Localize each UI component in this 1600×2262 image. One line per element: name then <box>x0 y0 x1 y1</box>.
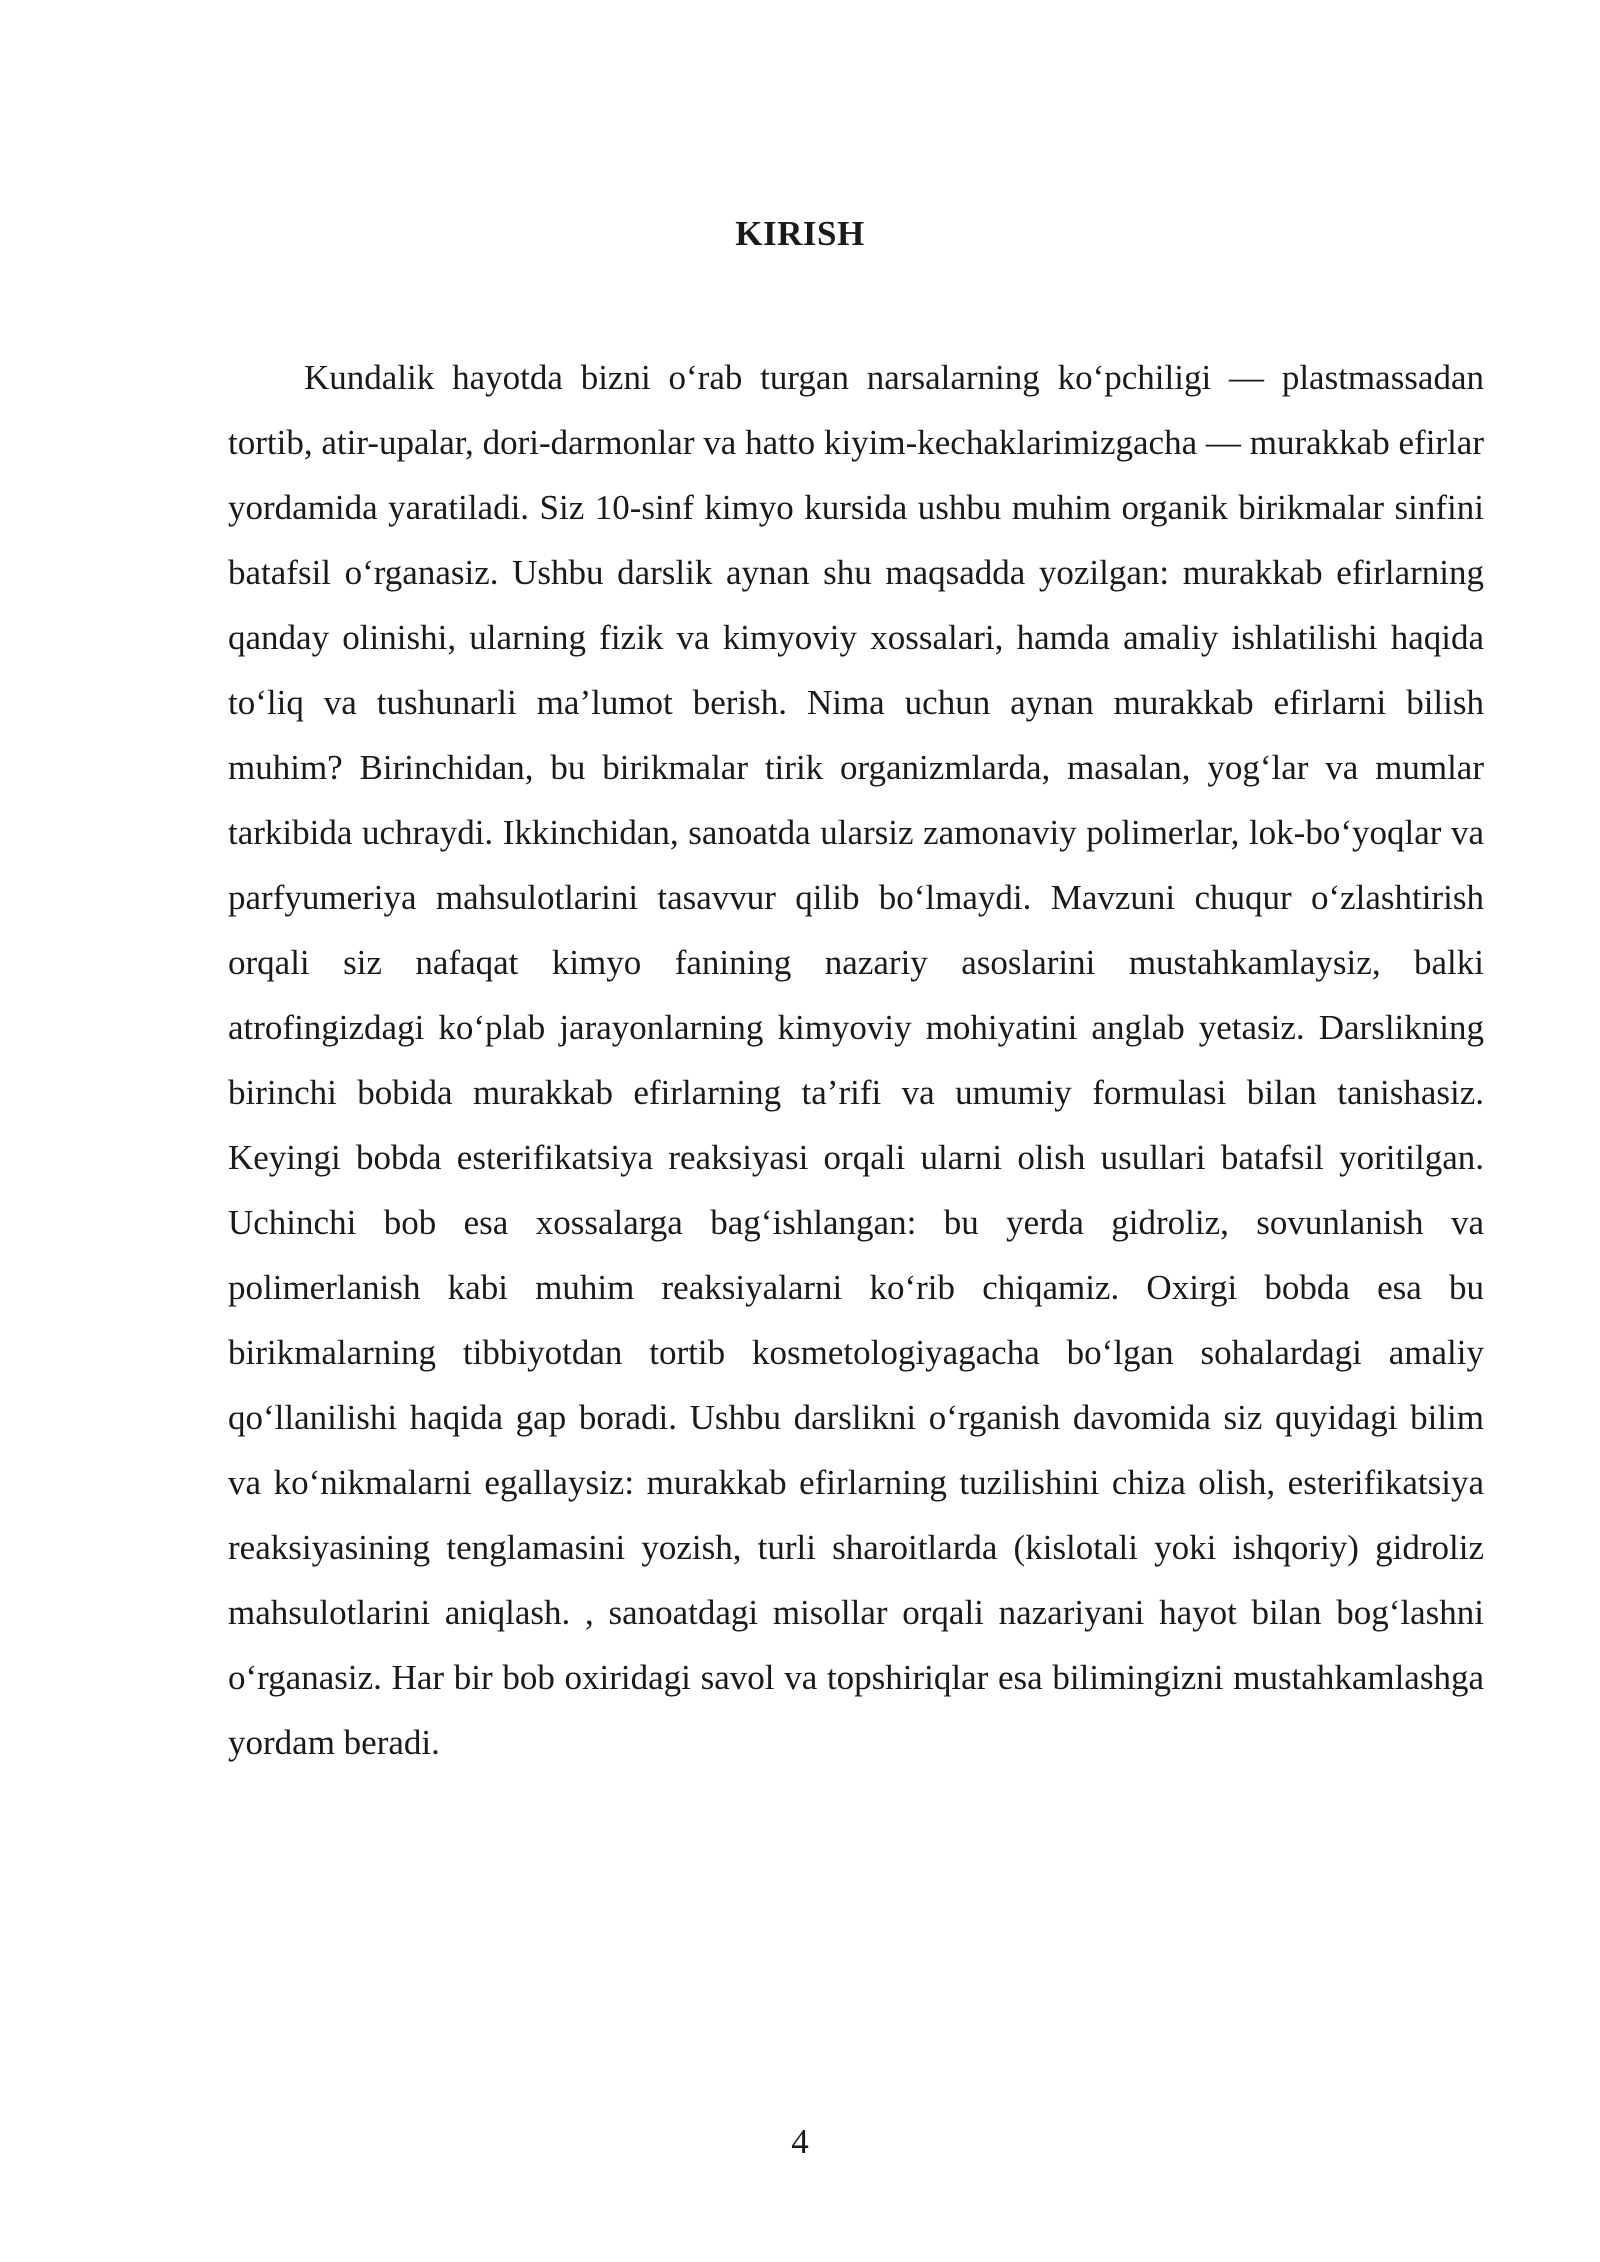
body-paragraph: Kundalik hayotda bizni o‘rab turgan narsalarning ko‘pchiligi — plastmassadan tortib, atir-upalar, dori-darmonlar va hatto kiyim-kechaklarimizgacha — murakkab efirlar yordamida yaratiladi. Siz 10-sinf kimyo kursida ushbu muhim organik birikmalar sinfini batafsil o‘rganasiz. Ushbu darslik aynan shu maqsadda yozilgan: murakkab efirlarning qanday olinishi, ularning fizik va kimyoviy xossalari, hamda amaliy ishlatilishi haqida to‘liq va tushunarli ma’lumot berish. Nima uchun aynan murakkab efirlarni bilish muhim? Birinchidan, bu birikmalar tirik organizmlarda, masalan, yog‘lar va mumlar tarkibida uchraydi. Ikkinchidan, sanoatda ularsiz zamonaviy polimerlar, lok-bo‘yoqlar va parfyumeriya mahsulotlarini tasavvur qilib bo‘lmaydi. Mavzuni chuqur o‘zlashtirish orqali siz nafaqat kimyo fanining nazariy asoslarini mustahkamlaysiz, balki atrofingizdagi ko‘plab jarayonlarning kimyoviy mohiyatini anglab yetasiz. Darslikning birinchi bobida murakkab efirlarning ta’rifi va umumiy formulasi bilan tanishasiz. Keyingi bobda esterifikatsiya reaksiyasi orqali ularni olish usullari batafsil yoritilgan. Uchinchi bob esa xossalarga bag‘ishlangan: bu yerda gidroliz, sovunlanish va polimerlanish kabi muhim reaksiyalarni ko‘rib chiqamiz. Oxirgi bobda esa bu birikmalarning tibbiyotdan tortib kosmetologiyagacha bo‘lgan sohalardagi amaliy qo‘llanilishi haqida gap boradi. Ushbu darslikni o‘rganish davomida siz quyidagi bilim va ko‘nikmalarni egallaysiz: murakkab efirlarning tuzilishini chiza olish, esterifikatsiya reaksiyasining tenglamasini yozish, turli sharoitlarda (kislotali yoki ishqoriy) gidroliz mahsulotlarini aniqlash. , sanoatdagi misollar orqali nazariyani hayot bilan bog‘lashni o‘rganasiz. Har bir bob oxiridagi savol va topshiriqlar esa bilimingizni mustahkamlashga yordam beradi. <box>228 358 1484 1762</box>
section-heading: KIRISH <box>735 214 865 253</box>
page-number: 4 <box>791 2122 809 2161</box>
